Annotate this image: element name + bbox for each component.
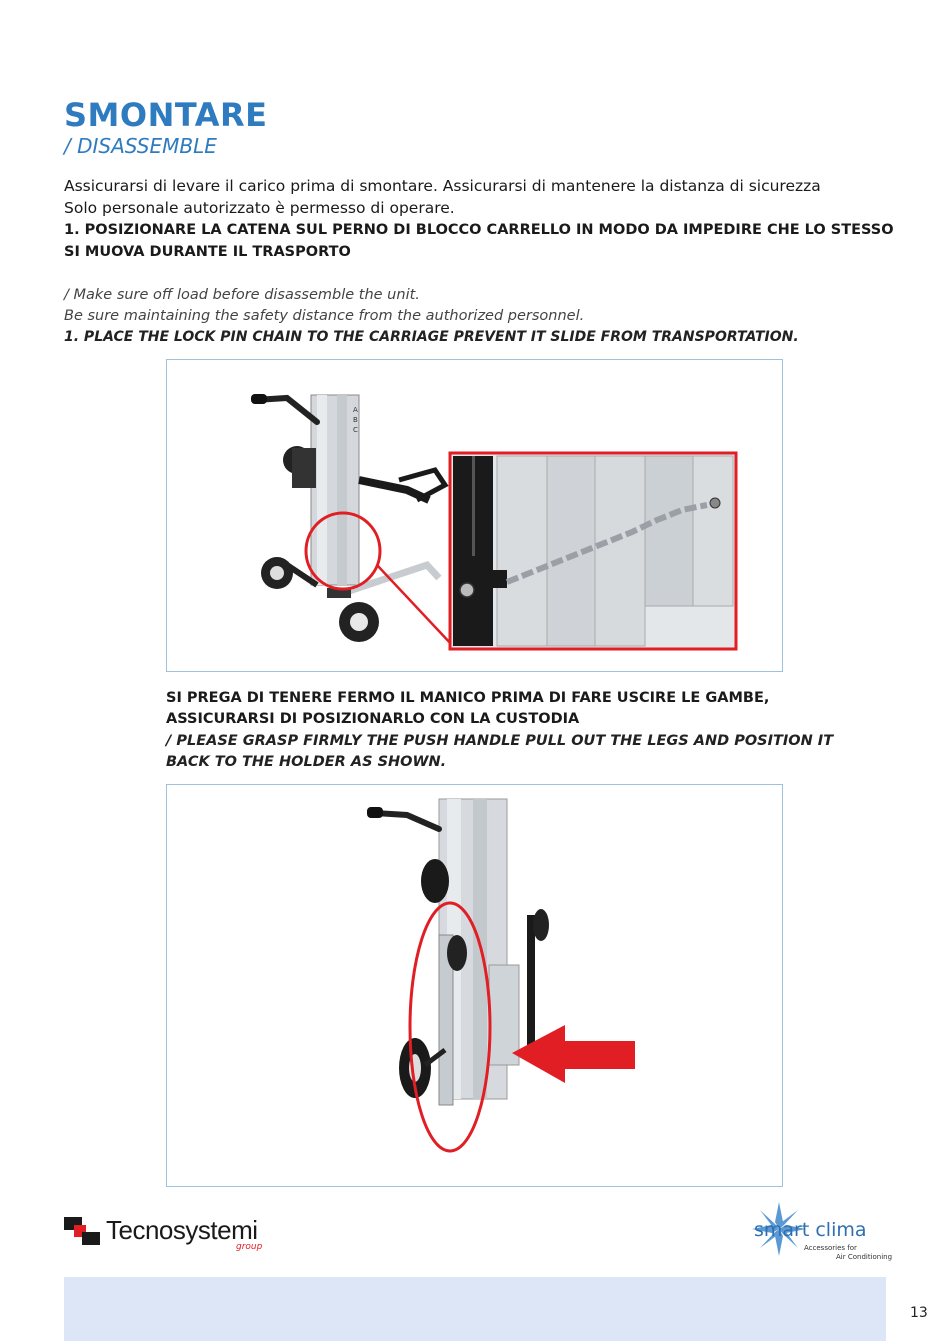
figure-1-frame — [166, 359, 783, 672]
step1-it-line2: SI MUOVA DURANTE IL TRASPORTO — [64, 244, 351, 260]
handle-grip — [251, 394, 267, 404]
mast-label-c: C — [353, 426, 358, 434]
footer-band — [64, 1277, 886, 1341]
caption2-en-line2: BACK TO THE HOLDER AS SHOWN. — [166, 754, 447, 770]
intro-en-line1: / Make sure off load before disassemble the unit. — [64, 287, 420, 303]
tecnosystemi-mark-icon — [64, 1217, 102, 1247]
step1-en: 1. PLACE THE LOCK PIN CHAIN TO THE CARRIAGE PREVENT IT SLIDE FROM TRANSPORTATION. — [64, 329, 799, 345]
winch-drum-2 — [421, 859, 449, 903]
page-number: 13 — [910, 1305, 928, 1321]
lock-pin — [460, 583, 474, 597]
caption2-it-line1: SI PREGA DI TENERE FERMO IL MANICO PRIMA DI FARE USCIRE LE GAMBE, — [166, 690, 770, 706]
smartclima-tag2: Air Conditioning — [836, 1253, 893, 1261]
lift-chain-illustration — [167, 360, 782, 671]
callout-line — [377, 565, 452, 645]
smartclima-tag1: Accessories for — [804, 1244, 857, 1252]
smartclima-name: smart clima — [754, 1219, 867, 1241]
step1-it-line1: 1. POSIZIONARE LA CATENA SUL PERNO DI BLOCCO CARRELLO IN MODO DA IMPEDIRE CHE LO STESSO — [64, 222, 894, 238]
mast-label-a: A — [353, 406, 358, 414]
rear-leg — [527, 915, 535, 1055]
lift-legs-illustration — [167, 785, 782, 1186]
tecnosystemi-name: Tecnosystemi — [106, 1215, 258, 1245]
intro-it-line2: Solo personale autorizzato è permesso di operare. — [64, 199, 455, 217]
tecnosystemi-logo — [64, 1215, 294, 1255]
mast-label-b: B — [353, 416, 358, 424]
page-title: SMONTARE — [64, 96, 268, 134]
figure-2-frame — [166, 784, 783, 1187]
tecnosystemi-sub: group — [236, 1242, 263, 1252]
push-handle-2 — [375, 813, 439, 829]
intro-en-line2: Be sure maintaining the safety distance from the authorized personnel. — [64, 308, 585, 324]
page-subtitle: / DISASSEMBLE — [64, 134, 217, 158]
intro-it-line1: Assicurarsi di levare il carico prima di smontare. Assicurarsi di mantenere la distanza di sicurezza — [64, 177, 821, 195]
caption2-it-line2: ASSICURARSI DI POSIZIONARLO CON LA CUSTODIA — [166, 711, 580, 727]
chain-closeup-inset — [450, 453, 736, 649]
smartclima-logo — [750, 1200, 893, 1270]
caption2-en-line1: / PLEASE GRASP FIRMLY THE PUSH HANDLE PULL OUT THE LEGS AND POSITION IT — [166, 733, 834, 749]
